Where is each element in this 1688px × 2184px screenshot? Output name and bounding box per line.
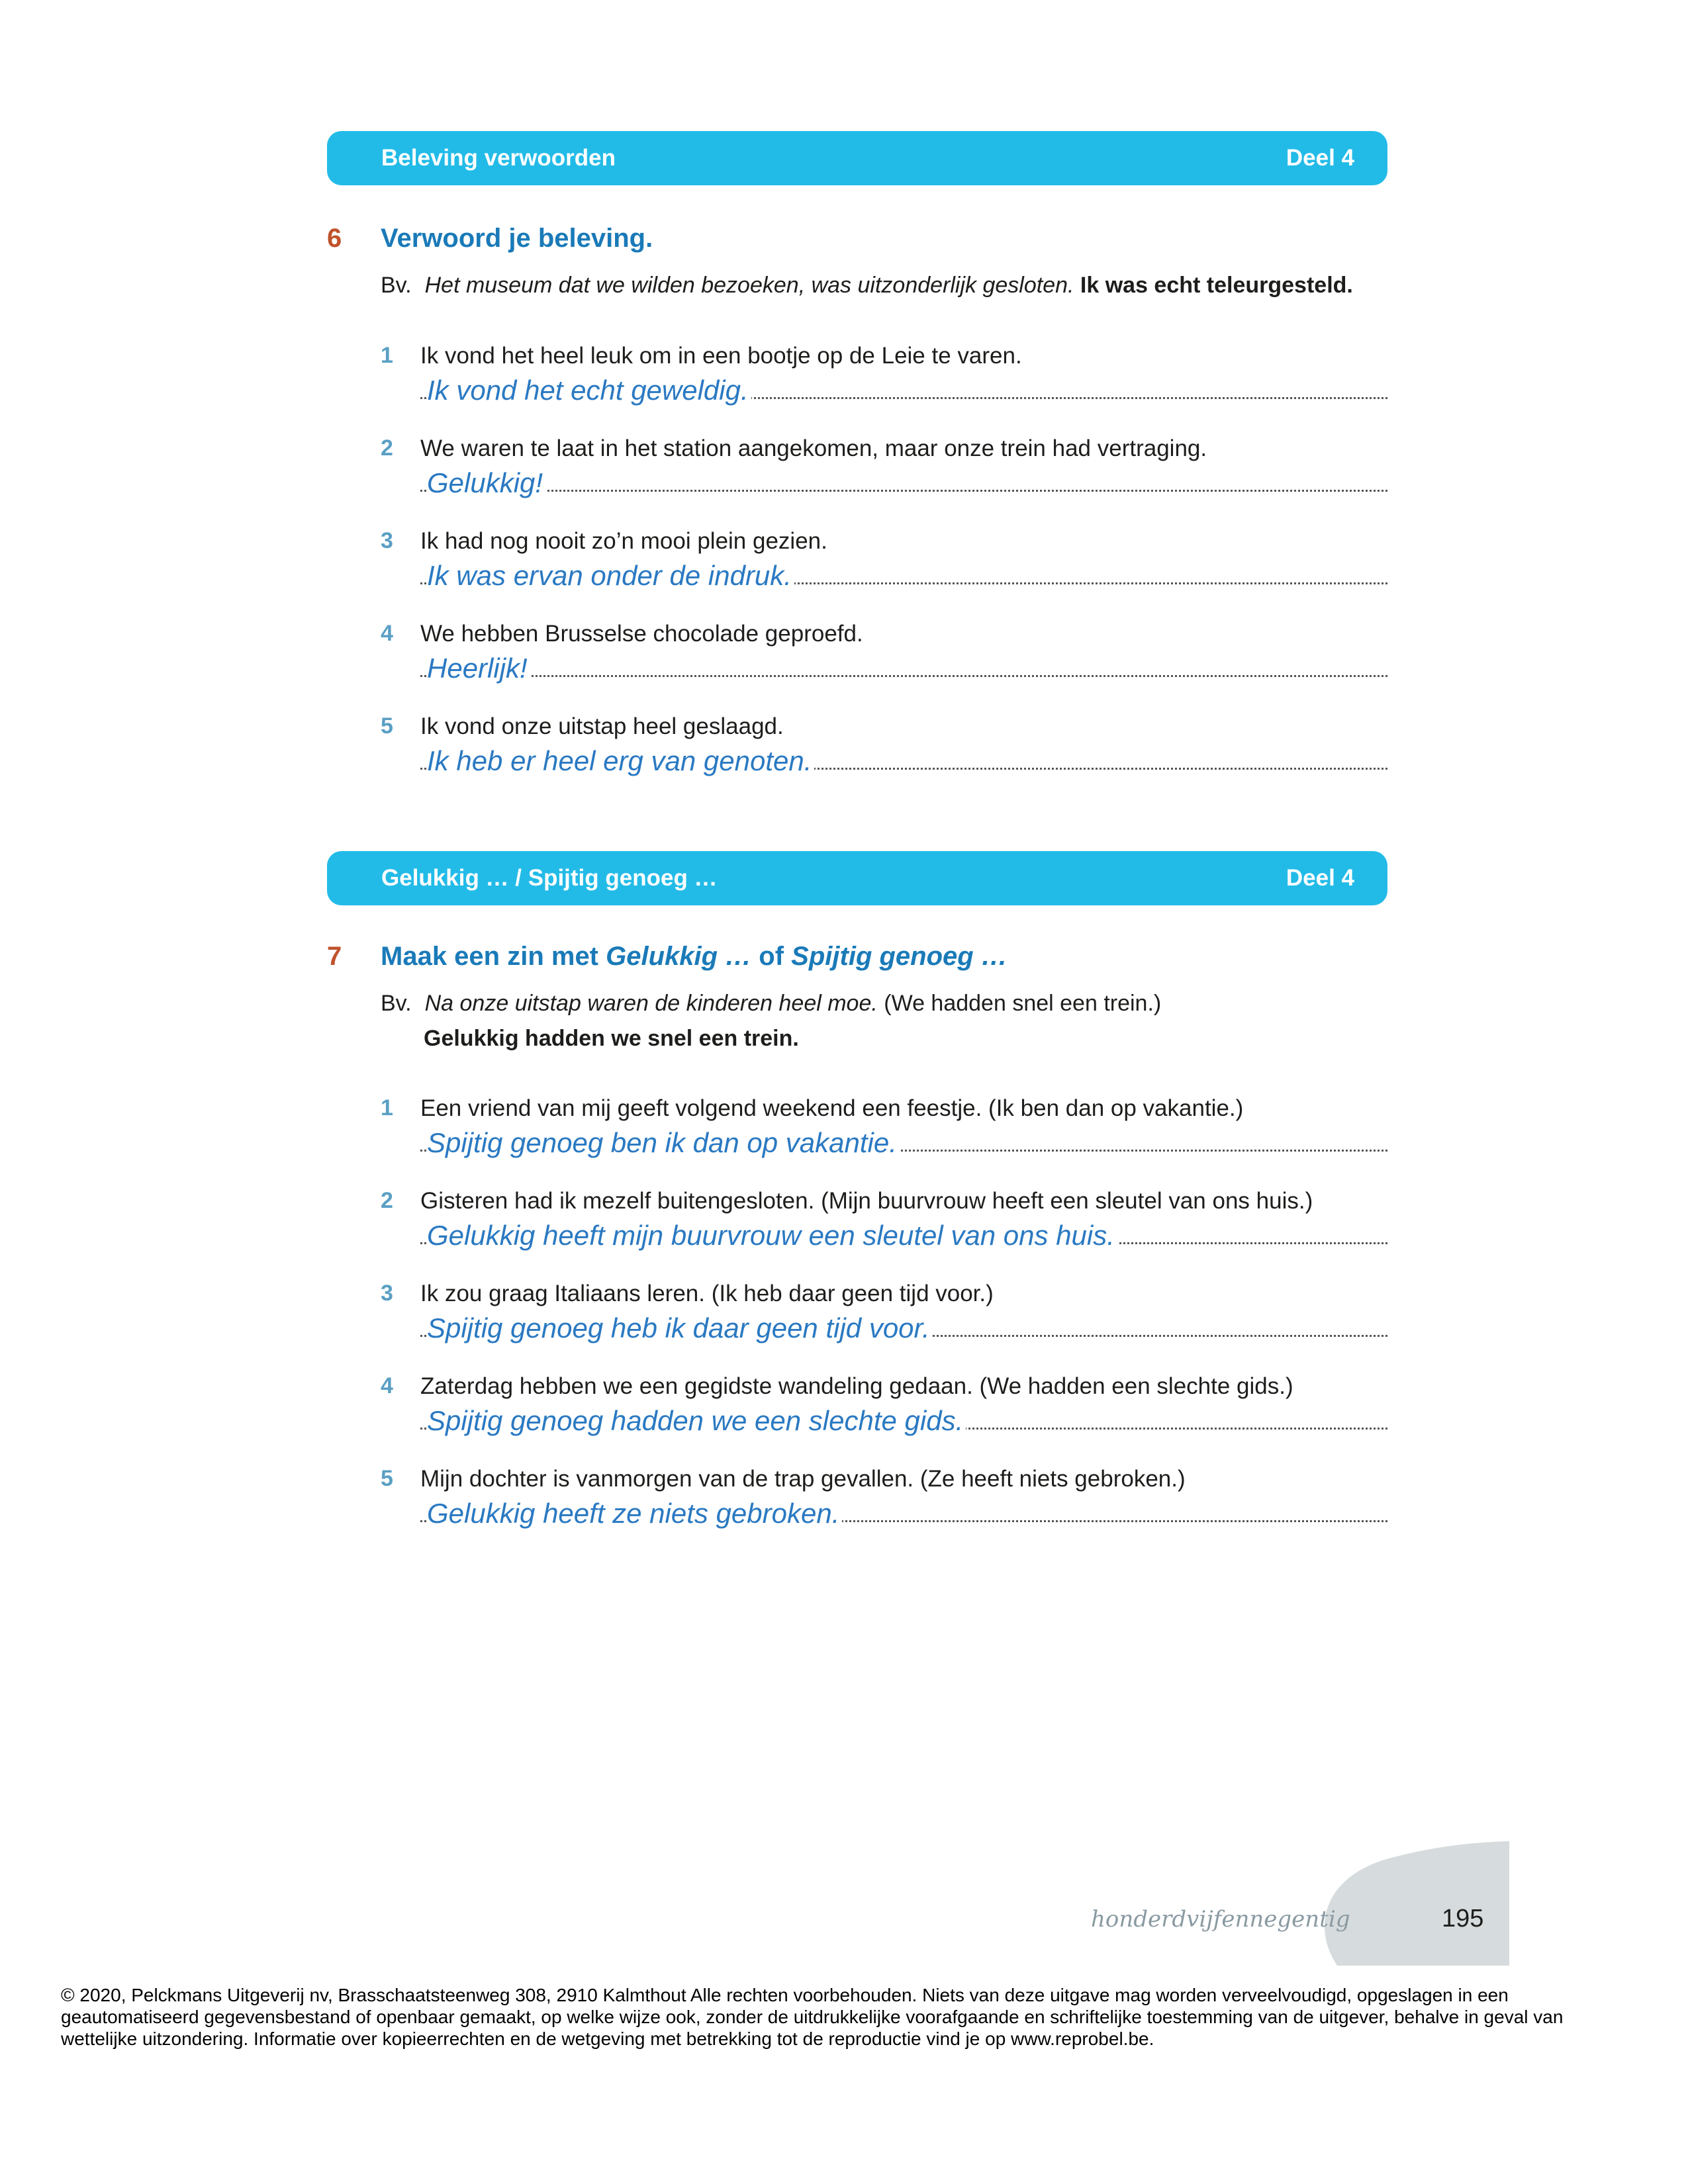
item-question: Ik zou graag Italiaans leren. (Ik heb daar geen tijd voor.) [420, 1281, 994, 1306]
title-start: Maak een zin met [381, 942, 606, 971]
exercise-number: 7 [327, 942, 342, 971]
item-answer[interactable]: Heerlijk! [427, 653, 530, 684]
example-sentence [381, 991, 1161, 1017]
exercise-number: 6 [327, 224, 342, 253]
title-mid: of [751, 942, 792, 971]
page-number-word: honderdvijfennegentig [1091, 1906, 1350, 1933]
example-bold: Ik was echt teleurgesteld. [1080, 273, 1353, 298]
item-question: Ik had nog nooit zo’n mooi plein gezien. [420, 528, 827, 554]
item-answer[interactable]: Ik heb er heel erg van genoten. [427, 745, 814, 777]
section-banner-beleving [327, 131, 1387, 185]
example-italic: Het museum dat we wilden bezoeken, was uitzonderlijk gesloten. [424, 273, 1074, 298]
exercise-item [381, 528, 1387, 615]
item-number: 5 [381, 713, 393, 739]
item-number: 3 [381, 528, 393, 553]
item-question: Zaterdag hebben we een gegidste wandeling gedaan. (We hadden een slechte gids.) [420, 1373, 1293, 1399]
item-answer[interactable]: Gelukkig heeft ze niets gebroken. [427, 1498, 842, 1529]
item-question: We waren te laat in het station aangekomen, maar onze trein had vertraging. [420, 435, 1207, 461]
title-em-gelukkig: Gelukkig … [606, 942, 752, 971]
item-question: Mijn dochter is vanmorgen van de trap gevallen. (Ze heeft niets gebroken.) [420, 1466, 1186, 1492]
item-answer[interactable]: Spijtig genoeg hadden we een slechte gids. [427, 1405, 966, 1437]
item-answer[interactable]: Ik vond het echt geweldig. [427, 375, 751, 406]
exercise-title: Verwoord je beleving. [381, 224, 653, 253]
banner-title: Gelukkig … / Spijtig genoeg … [381, 865, 718, 891]
item-answer[interactable]: Gelukkig heeft mijn buurvrouw een sleutel van ons huis. [427, 1220, 1117, 1251]
example-hint: (We hadden snel een trein.) [884, 991, 1162, 1016]
item-number: 5 [381, 1466, 393, 1491]
item-number: 4 [381, 621, 393, 646]
page-corner-shape [1297, 1840, 1509, 1966]
item-number: 2 [381, 435, 393, 461]
exercise-item [381, 713, 1387, 801]
item-number: 1 [381, 1095, 393, 1120]
item-answer[interactable]: Ik was ervan onder de indruk. [427, 560, 794, 592]
example-prefix: Bv. [381, 273, 412, 298]
title-em-spijtig: Spijtig genoeg … [791, 942, 1008, 971]
exercise-item [381, 1188, 1387, 1275]
exercise-item [381, 1281, 1387, 1368]
exercise-item [381, 1373, 1387, 1461]
example-italic: Na onze uitstap waren de kinderen heel moe. [424, 991, 878, 1016]
item-question: Ik vond onze uitstap heel geslaagd. [420, 713, 784, 739]
example-sentence [381, 273, 1353, 298]
exercise-title [381, 942, 1008, 972]
item-number: 2 [381, 1188, 393, 1213]
example-answer: Gelukkig hadden we snel een trein. [424, 1026, 799, 1051]
item-number: 3 [381, 1281, 393, 1306]
exercise-item [381, 1466, 1387, 1553]
exercise-item [381, 1095, 1387, 1183]
item-answer[interactable]: Spijtig genoeg heb ik daar geen tijd voor. [427, 1312, 933, 1344]
item-number: 4 [381, 1373, 393, 1398]
example-prefix: Bv. [381, 991, 412, 1016]
item-question: Een vriend van mij geeft volgend weekend een feestje. (Ik ben dan op vakantie.) [420, 1095, 1244, 1121]
item-answer[interactable]: Gelukkig! [427, 467, 545, 499]
copyright-notice: © 2020, Pelckmans Uitgeverij nv, Brasschaatsteenweg 308, 2910 Kalmthout Alle rechten voorbehouden. Niets van deze uitgave mag worden verveelvoudigd, opgeslagen in een geautomatiseerd gegevensbestand of openbaar gemaakt, op welke wijze ook, zonder de uitdrukkelijke voorafgaande en schriftelijke toestemming van de uitgever, behalve in geval van wettelijke uitzondering. Informatie over kopieerrechten en de wetgeving met betrekking tot de reproductie vind je op www.reprobel.be. [61, 1985, 1564, 2049]
page-number: 195 [1442, 1905, 1484, 1933]
item-question: We hebben Brusselse chocolade geproefd. [420, 621, 863, 647]
answer-line [420, 490, 1387, 492]
answer-line [420, 675, 1387, 677]
exercise-item [381, 435, 1387, 523]
item-question: Gisteren had ik mezelf buitengesloten. (Mijn buurvrouw heeft een sleutel van ons huis.) [420, 1188, 1313, 1214]
item-answer[interactable]: Spijtig genoeg ben ik dan op vakantie. [427, 1127, 900, 1159]
banner-title: Beleving verwoorden [381, 145, 616, 171]
banner-deel: Deel 4 [1286, 865, 1354, 891]
exercise-item [381, 343, 1387, 430]
item-question: Ik vond het heel leuk om in een bootje op de Leie te varen. [420, 343, 1022, 369]
exercise-item [381, 621, 1387, 708]
section-banner-gelukkig [327, 851, 1387, 905]
item-number: 1 [381, 343, 393, 368]
banner-deel: Deel 4 [1286, 145, 1354, 171]
